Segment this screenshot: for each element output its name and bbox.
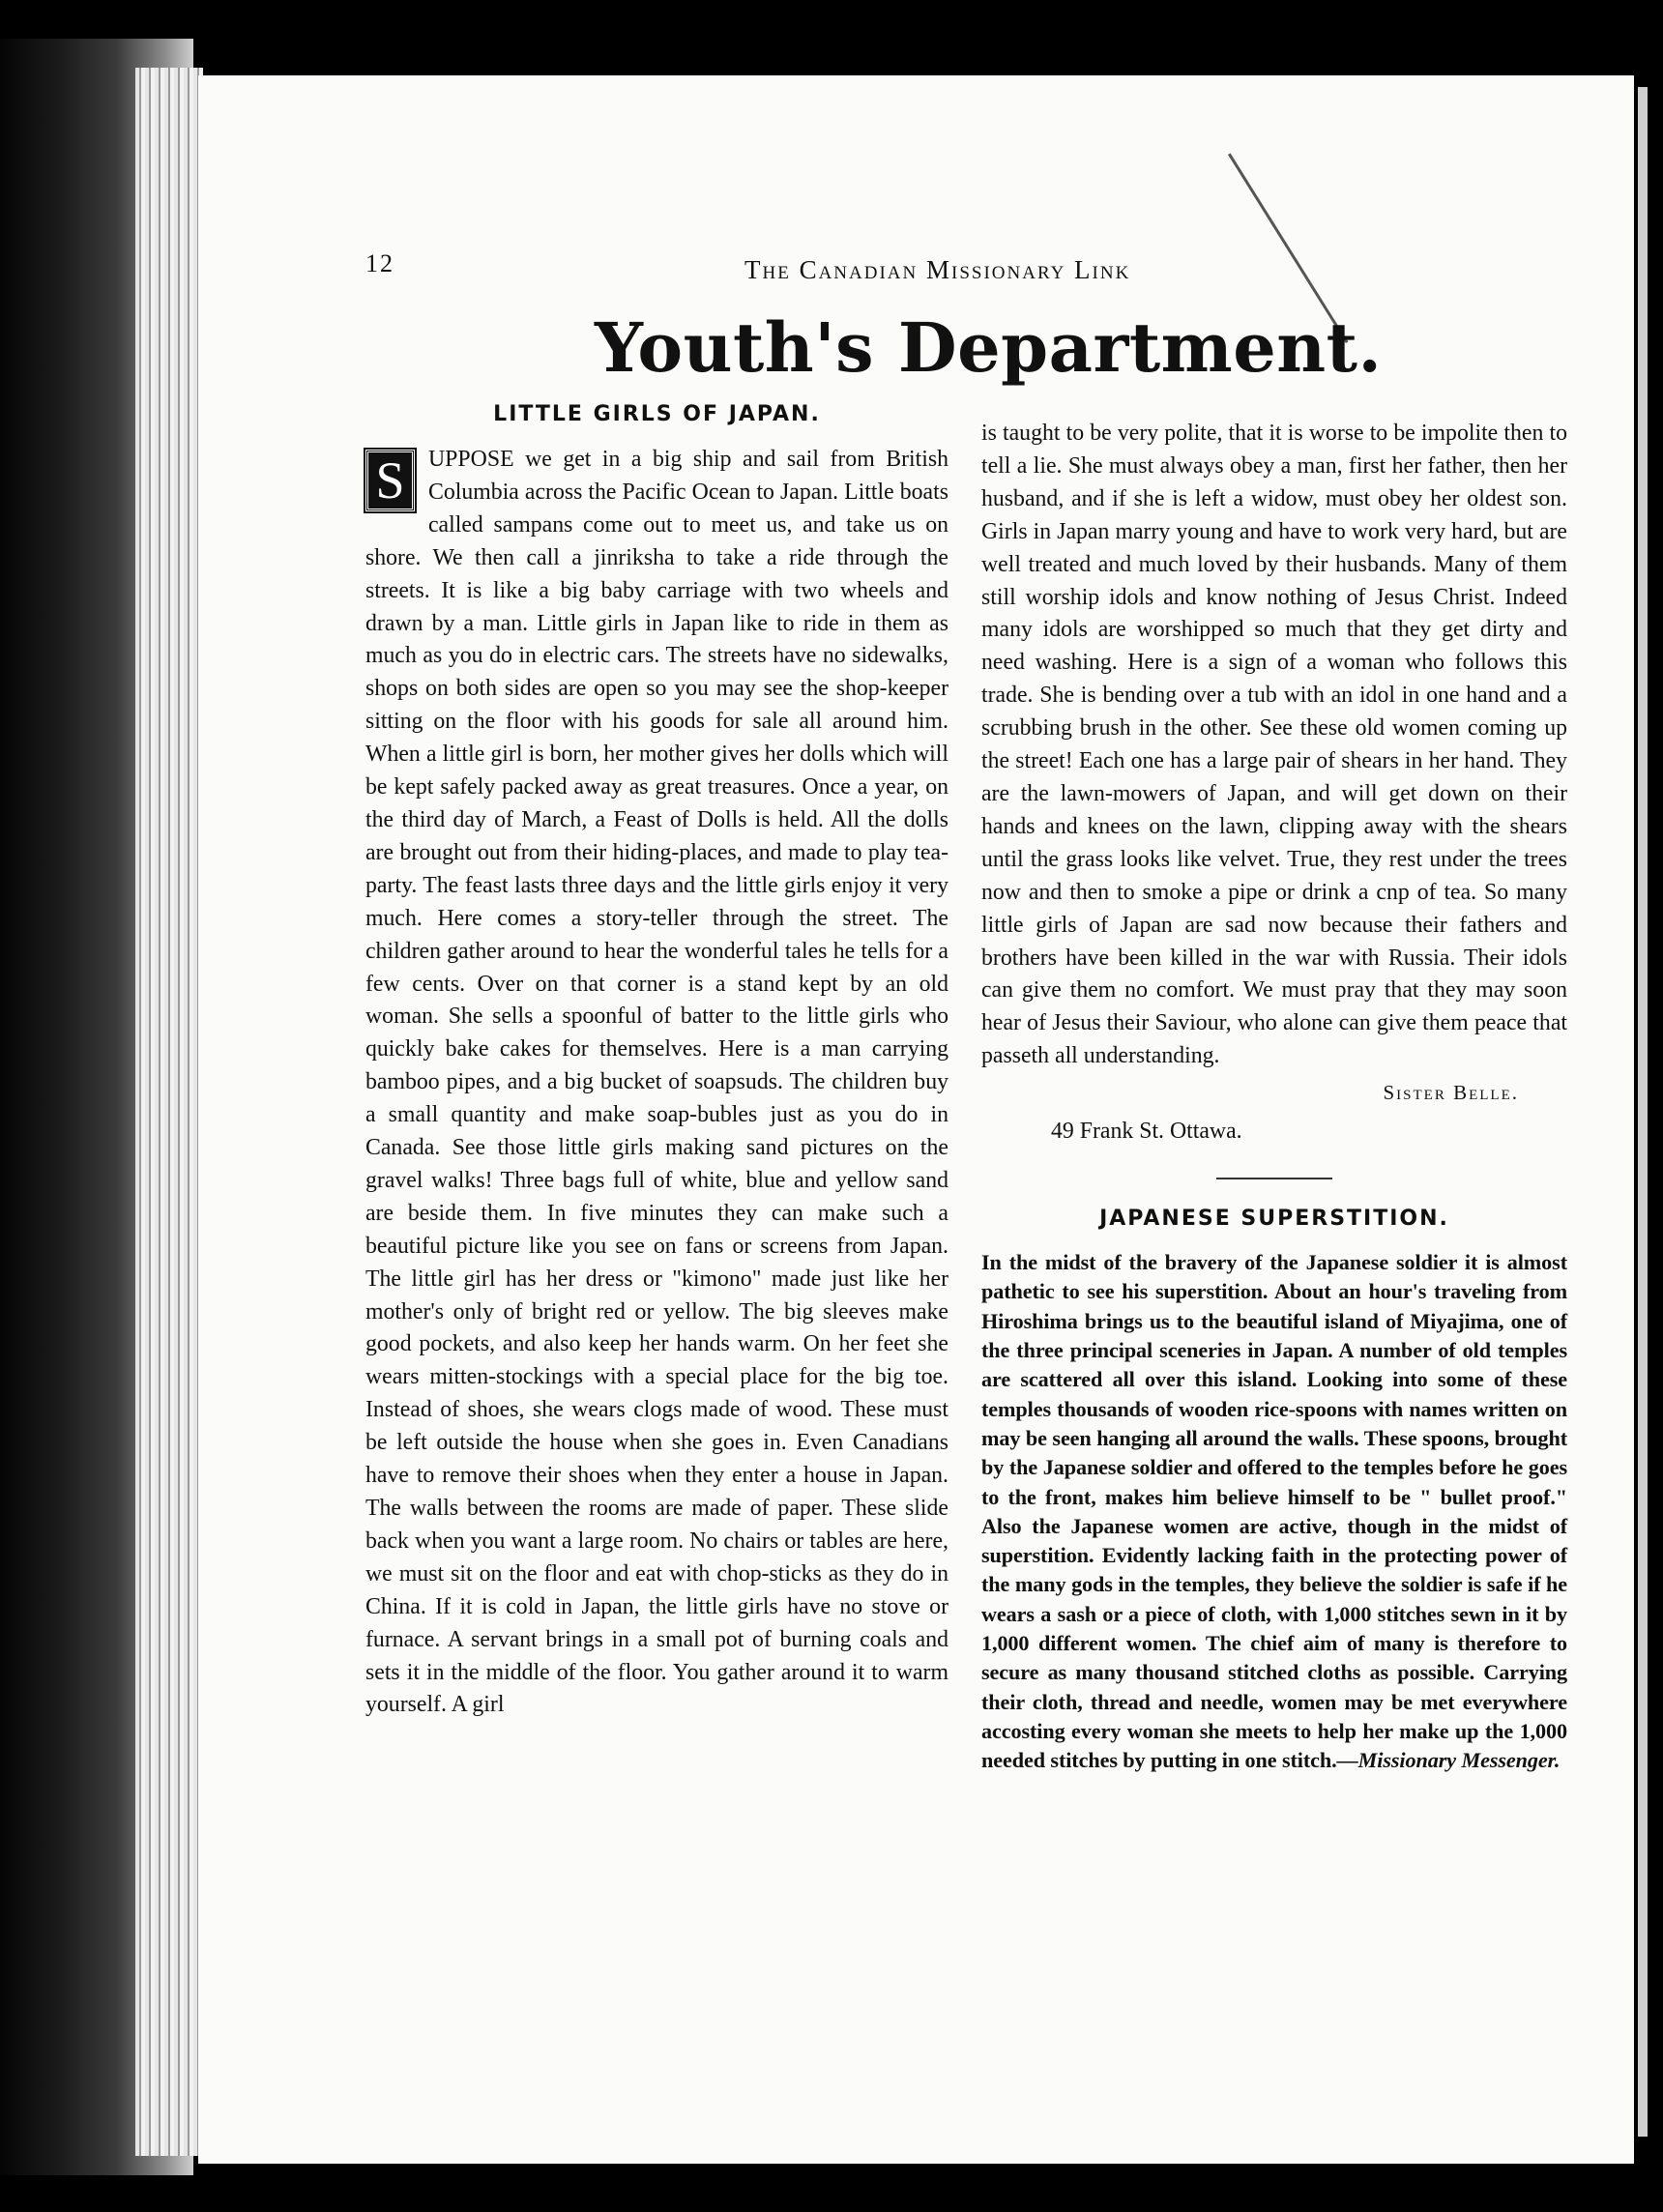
- page-number: 12: [365, 249, 394, 277]
- article-title: LITTLE GIRLS OF JAPAN.: [493, 402, 821, 426]
- section-divider: [1216, 1178, 1332, 1179]
- author-signature: Sister Belle.: [1383, 1081, 1519, 1105]
- page-edges: [135, 68, 203, 2156]
- article2-source: —Missionary Messenger.: [1336, 1748, 1561, 1773]
- article-text: UPPOSE we get in a big ship and sail from British Columbia across the Pacific Ocean to Japan. Little boats called sampans come out to meet us, and take us on shore. We then call a jinriksha to take a ride through the streets. It is like a big baby carriage with two wheels and drawn by a man. Little girls in Japan like to ride in them as much as you do in electric cars. The streets have no sidewalks, shops on both sides are open so you may see the shop-keeper sitting on the floor with his goods for sale all around him. When a little girl is born, her mother gives her dolls which will be kept safely packed away as great treasures. Once a year, on the third day of March, a Feast of Dolls is held. All the dolls are brought out from their hiding-places, and made to play tea-party. The feast lasts three days and the little girls enjoy it very much. Here comes a story-teller through the street. The children gather around to hear the wonderful tales he tells for a few cents. Over on that corner is a stand kept by an old woman. She sells a spoonful of batter to the little girls who quickly bake cakes for themselves. Here is a man carrying bamboo pipes, and a big bucket of soapsuds. The children buy a small quantity and make soap-bubles just as you do in Canada. See those little girls making sand pictures on the gravel walks! Three bags full of white, blue and yellow sand are beside them. In five minutes they can make such a beautiful picture like you see on fans or screens from Japan. The little girl has her dress or "kimono" made just like her mother's only of bright red or yellow. The big sleeves make good pockets, and also keep her hands warm. On her feet she wears mitten-stockings with a special place for the big toe. Instead of shoes, she wears clogs made of wood. These must be left outside the house when she goes in. Even Canadians have to remove their shoes when they enter a house in Japan. The walls between the rooms are made of paper. These slide back when you want a large room. No chairs or tables are here, we must sit on the floor and eat with chop-sticks as they do in China. If it is cold in Japan, the little girls have no stove or furnace. A servant brings in a small pot of burning coals and sets it in the middle of the floor. You gather around it to warm yourself. A girl: [365, 447, 948, 1718]
- drop-cap: S: [365, 450, 415, 511]
- article-body-left: [365, 444, 948, 1722]
- department-title: Youth's Department.: [595, 307, 1383, 388]
- article2-text: In the midst of the bravery of the Japanese soldier it is almost pathetic to see his superstition. About an hour's traveling from Hiroshima brings us to the beautiful island of Miyajima, one of the three principal sceneries in Japan. A number of old temples are scattered all over this island. Looking into some of these temples thousands of wooden rice-spoons with names written on may be seen hanging all around the walls. These spoons, brought by the Japanese soldier and offered to the temples before he goes to the front, makes him believe himself to be " bullet proof." Also the Japanese women are active, though in the midst of superstition. Evidently lacking faith in the protecting power of the many gods in the temples, they believe the soldier is safe if he wears a sash or a piece of cloth, with 1,000 stitches sewn in it by 1,000 different women. The chief aim of many is therefore to secure as many thousand stitched cloths as possible. Carrying their cloth, thread and needle, women may be met everywhere accosting every woman she meets to help her make up the 1,000 needed stitches by putting in one stitch.: [981, 1250, 1567, 1773]
- adjacent-page-edge: [1638, 87, 1648, 2137]
- left-column: [365, 402, 948, 1722]
- right-column: [981, 418, 1567, 1775]
- article2-body: [981, 1248, 1567, 1775]
- article2-title: JAPANESE SUPERSTITION.: [1099, 1207, 1449, 1232]
- article-body-right: is taught to be very polite, that it is worse to be impolite then to tell a lie. She must always obey a man, first her father, then her husband, and if she is left a widow, must obey her oldest son. Girls in Japan marry young and have to work very hard, but are well treated and much loved by their husbands. Many of them still worship idols and know nothing of Jesus Christ. Indeed many idols are worshipped so much that they get dirty and need washing. Here is a sign of a woman who follows this trade. She is bending over a tub with an idol in one hand and a scrubbing brush in the other. See these old women coming up the street! Each one has a large pair of shears in her hand. They are the lawn-mowers of Japan, and will get down on their hands and knees on the lawn, clipping away with the shears until the grass looks like velvet. True, they rest under the trees now and then to smoke a pipe or drink a cnp of tea. So many little girls of Japan are sad now because their fathers and brothers have been killed in the war with Russia. Their idols can give them no comfort. We must pray that they may soon hear of Jesus their Saviour, who alone can give them peace that passeth all understanding.: [981, 421, 1567, 1069]
- author-address: 49 Frank St. Ottawa.: [1051, 1119, 1242, 1145]
- running-header: The Canadian Missionary Link: [744, 255, 1131, 284]
